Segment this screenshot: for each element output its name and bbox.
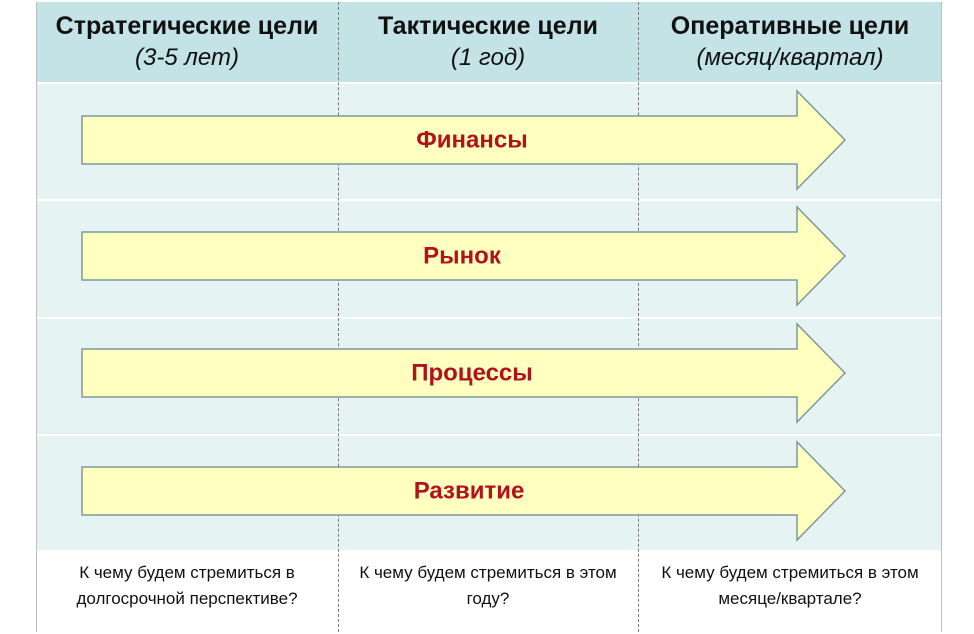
arrow-market xyxy=(82,207,845,305)
arrow-label: Процессы xyxy=(411,359,533,387)
column-title: Оперативные цели xyxy=(670,12,910,40)
arrow-label: Финансы xyxy=(416,126,528,154)
arrow-label: Развитие xyxy=(413,477,525,505)
arrow-label: Рынок xyxy=(423,242,501,270)
arrow-finance xyxy=(82,91,845,189)
column-title: Стратегические цели xyxy=(55,12,319,40)
column-subtitle: (1 год) xyxy=(450,44,526,71)
arrow-processes xyxy=(82,324,845,422)
question-operational: К чему будем стремиться в этом месяце/квартале? xyxy=(661,563,919,608)
question-tactical: К чему будем стремиться в этом году? xyxy=(359,563,617,608)
column-title: Тактические цели xyxy=(378,12,598,40)
column-subtitle: (3-5 лет) xyxy=(135,44,239,71)
column-subtitle: (месяц/квартал) xyxy=(696,44,884,71)
question-strategic: К чему будем стремиться в долгосрочной перспективе? xyxy=(76,563,298,608)
arrow-development xyxy=(82,442,845,540)
